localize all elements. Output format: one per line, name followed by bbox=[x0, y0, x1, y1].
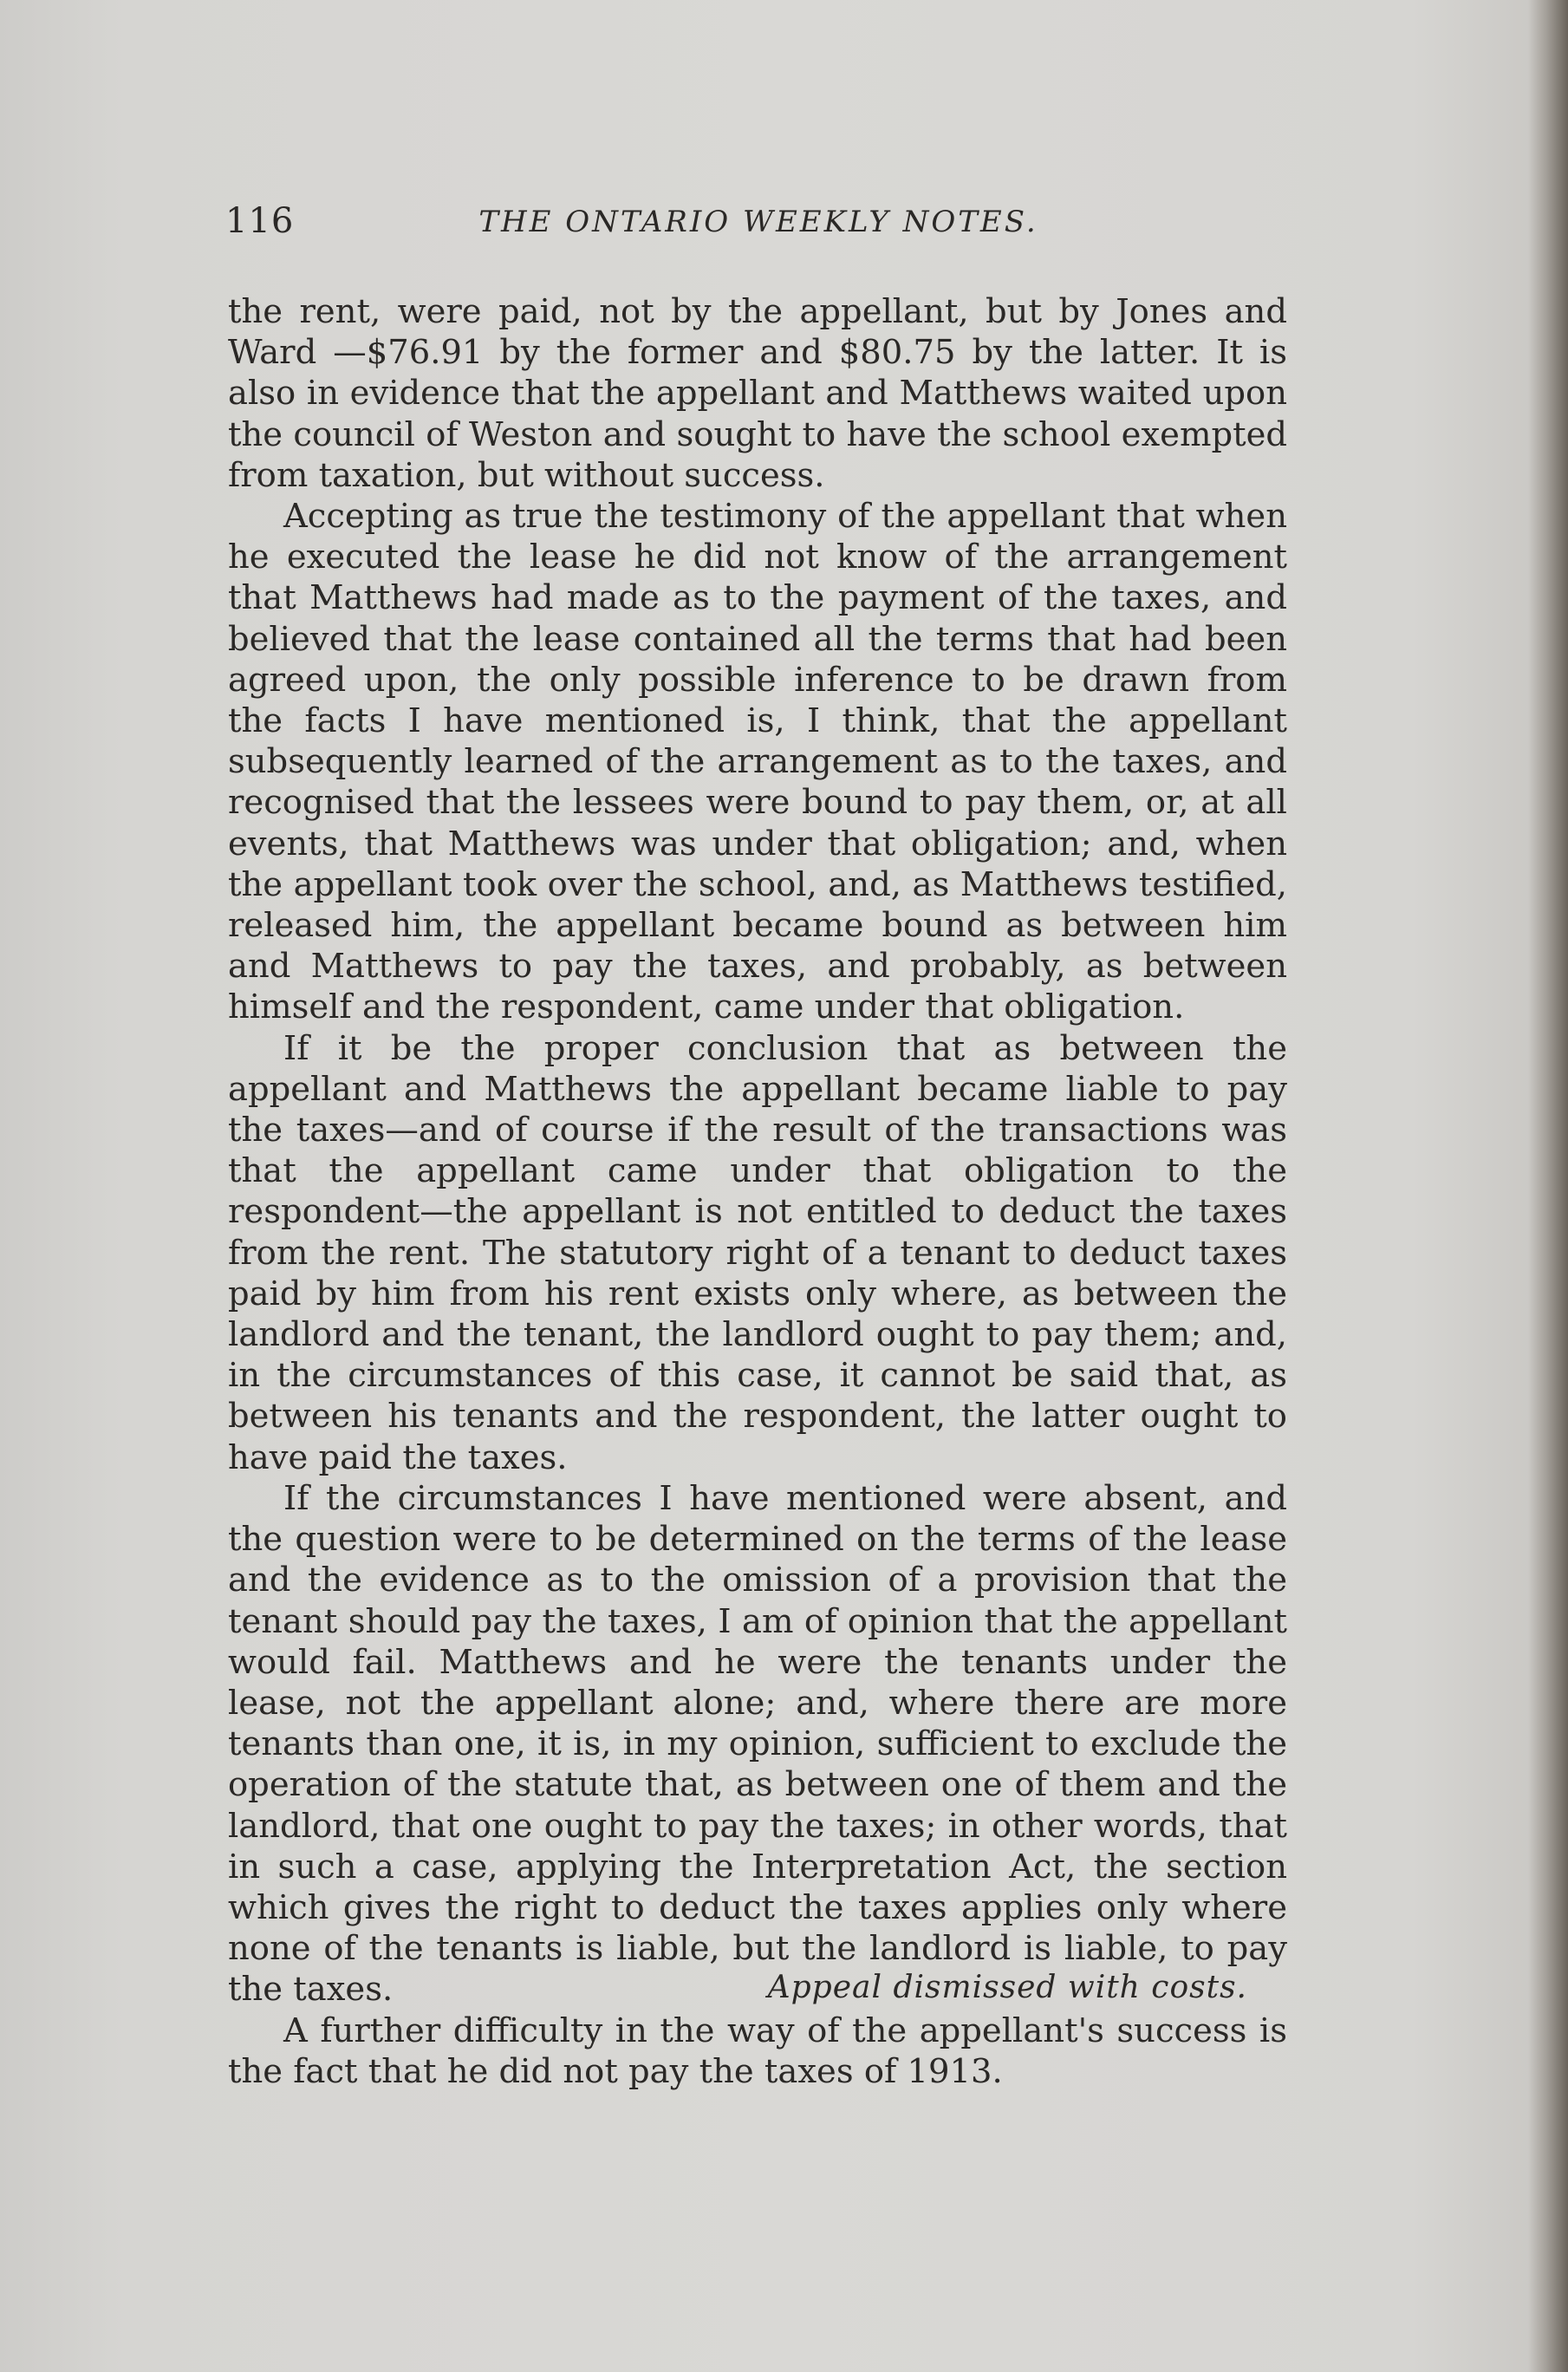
paragraph: Accepting as true the testimony of the appellant that when he executed the lease he did not know of the arrangement that Matthews had made as to the payment of the taxes, and believed that the lease contained all the terms that had been agreed upon, the only possible inference to be drawn from the facts I have mentioned is, I think, that the appellant subsequently learned of the arrangement as to the taxes, and recognised that the lessees were bound to pay them, or, at all events, that Matthews was under that obligation; and, when the appellant took over the school, and, as Matthews testified, released him, the appellant became bound as between him and Matthews to pay the taxes, and probably, as between himself and the respondent, came under that obligation. bbox=[228, 497, 1287, 1027]
paragraph: If the circumstances I have mentioned were absent, and the question were to be determined on the terms of the lease and the evidence as to the omission of a provision that the tenant should pay the taxes, I am of opinion that the appellant would fail. Matthews and he were the tenants under the lease, not the appellant alone; and, where there are more tenants than one, it is, in my opinion, sufficient to exclude the operation of the statute that, as between one of them and the landlord, that one ought to pay the taxes; in other words, that in such a case, applying the Interpretation Act, the section which gives the right to deduct the taxes applies only where none of the tenants is liable, but the landlord is liable, to pay the taxes. bbox=[228, 1478, 1287, 2010]
judgment-line: Appeal dismissed with costs. bbox=[767, 1970, 1247, 2005]
paragraph: If it be the proper conclusion that as between the appellant and Matthews the appellant became liable to pay the taxes—and of course if the result of the transactions was that the appellant came under that obligation to the respondent—the appellant is not entitled to deduct the taxes from the rent. The statutory right of a tenant to deduct taxes paid by him from his rent exists only where, as between the landlord and the tenant, the landlord ought to pay them; and, in the circumstances of this case, it cannot be said that, as between his tenants and the respondent, the latter ought to have paid the taxes. bbox=[228, 1028, 1287, 1477]
page-number: 116 bbox=[225, 201, 295, 241]
running-title: THE ONTARIO WEEKLY NOTES. bbox=[478, 205, 1038, 239]
paragraph: the rent, were paid, not by the appellant, but by Jones and Ward —$76.91 by the former and $80.75 by the latter. It is also in evidence that the appellant and Matthews waited upon the council of Weston and sought to have the school exempted from taxation, but without success. bbox=[228, 292, 1287, 495]
page-header bbox=[225, 201, 1291, 253]
paragraph: A further difficulty in the way of the appellant's success is the fact that he did not pay the taxes of 1913. bbox=[228, 2010, 1287, 2091]
spine-shadow bbox=[1528, 0, 1568, 2372]
body-text bbox=[228, 291, 1287, 2092]
